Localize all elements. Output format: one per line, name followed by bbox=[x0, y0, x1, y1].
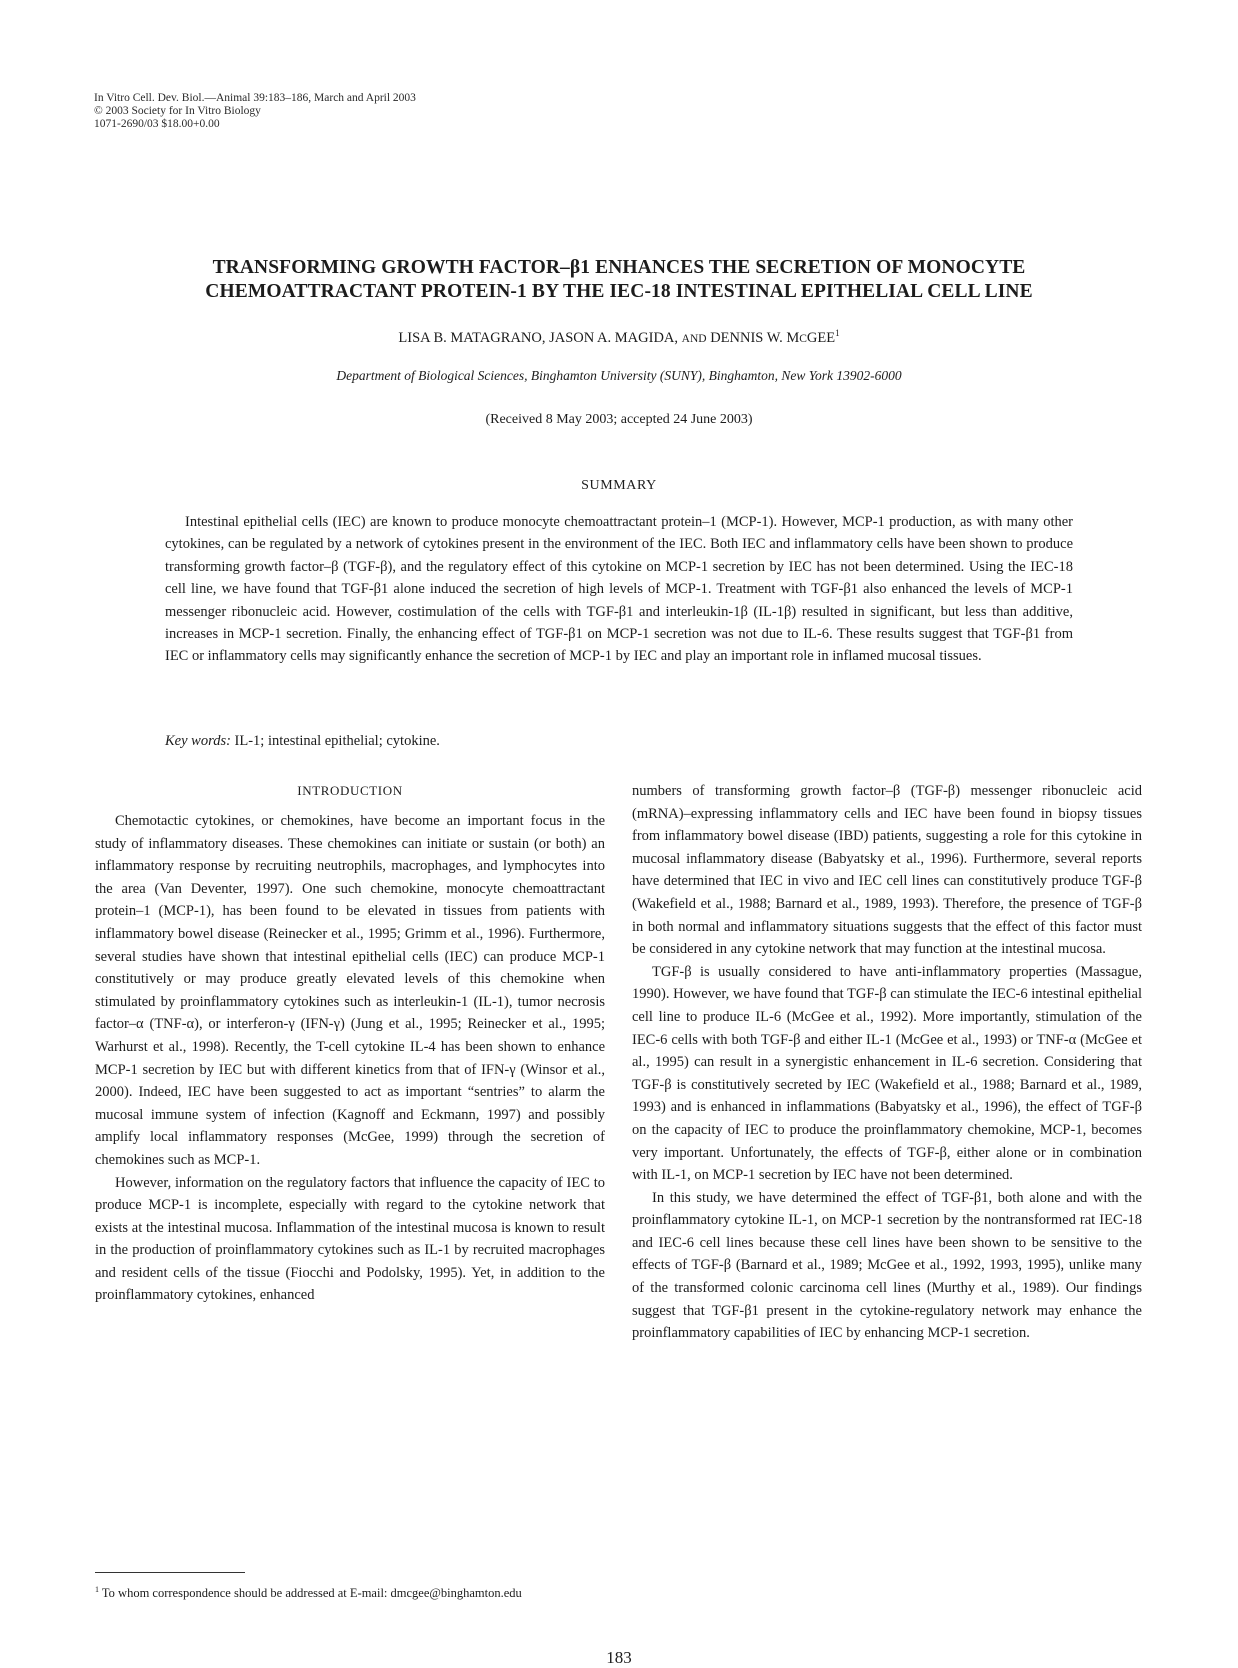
received-dates: (Received 8 May 2003; accepted 24 June 2003) bbox=[485, 412, 753, 427]
last-author-name: DENNIS W. M bbox=[710, 329, 800, 346]
affiliation: Department of Biological Sciences, Binghamton University (SUNY), Binghamton, New York 13902-6000 bbox=[336, 368, 902, 383]
keywords-text: IL-1; intestinal epithelial; cytokine. bbox=[230, 733, 440, 749]
journal-citation-header bbox=[94, 92, 416, 131]
right-column bbox=[632, 780, 1142, 1345]
body-paragraph: TGF-β is usually considered to have anti-inflammatory properties (Massague, 1990). However, we have found that TGF-β can stimulate the IEC-6 intestinal epithelial cell line to produce IL-6 (McGee et al., 1992). More importantly, stimulation of the IEC-6 cells with both TGF-β and either IL-1 (McGee et al., 1993) or TNF-α (McGee et al., 1995) can result in a synergistic enhancement in IL-6 secretion. Considering that TGF-β is constitutively secreted by IEC (Wakefield et al., 1988; Barnard et al., 1989, 1993) and is enhanced in inflammations (Babyatsky et al., 1996), the effect of TGF-β on the capacity of IEC to produce the proinflammatory chemokine, MCP-1, becomes very important. Unfortunately, the effects of TGF-β, either alone or in combination with IL-1, on MCP-1 secretion by IEC have not been determined. bbox=[632, 963, 1142, 1184]
article-title bbox=[140, 256, 1098, 304]
summary-heading: SUMMARY bbox=[581, 478, 657, 493]
footnote-mark: 1 bbox=[95, 1585, 99, 1594]
footnote-divider bbox=[95, 1572, 245, 1573]
body-paragraph: In this study, we have determined the effect of TGF-β1, both alone and with the proinflammatory cytokine IL-1, on MCP-1 secretion by the nontransformed rat IEC-18 and IEC-6 cell lines because these cell lines have been shown to be sensitive to the effects of TGF-β (Barnard et al., 1989; McGee et al., 1992, 1993, 1995), unlike many of the transformed colonic carcinoma cell lines (Murthy et al., 1989). Our findings suggest that TGF-β1 present in the cytokine-regulatory network may enhance the proinflammatory capabilities of IEC by enhancing MCP-1 secretion. bbox=[632, 1189, 1142, 1342]
author-list bbox=[140, 328, 1098, 347]
author-and: AND bbox=[681, 332, 707, 345]
issn-price-line: 1071-2690/03 $18.00+0.00 bbox=[94, 118, 220, 130]
summary-text: Intestinal epithelial cells (IEC) are known to produce monocyte chemoattractant protein–1 (MCP-1). However, MCP-1 production, as with many other cytokines, can be regulated by a network of cytokines present in the environment of the IEC. Both IEC and inflammatory cells have been shown to produce transforming growth factor–β (TGF-β), and the regulatory effect of this cytokine on MCP-1 secretion by IEC has not been determined. Using the IEC-18 cell line, we have found that TGF-β1 alone induced the secretion of high levels of MCP-1. Treatment with TGF-β1 also enhanced the levels of MCP-1 messenger ribonucleic acid. However, costimulation of the cells with TGF-β1 and interleukin-1β (IL-1β) resulted in significant, but less than additive, increases in MCP-1 secretion. Finally, the enhancing effect of TGF-β1 on MCP-1 secretion was not due to IL-6. These results suggest that TGF-β1 from IEC or inflammatory cells may significantly enhance the secretion of MCP-1 by IEC and play an important role in inflamed mucosal tissues. bbox=[165, 514, 1073, 665]
body-paragraph: Chemotactic cytokines, or chemokines, have become an important focus in the study of inflammatory diseases. These chemokines can initiate or sustain (or both) an inflammatory response by recruiting neutrophils, macrophages, and lymphocytes into the area (Van Deventer, 1997). One such chemokine, monocyte chemoattractant protein–1 (MCP-1), has been found to be elevated in tissues from patients with inflammatory bowel disease (Reinecker et al., 1995; Grimm et al., 1996). Furthermore, several studies have shown that intestinal epithelial cells (IEC) can produce MCP-1 constitutively or may produce greatly elevated levels of this chemokine when stimulated by proinflammatory cytokines such as interleukin-1 (IL-1), tumor necrosis factor–α (TNF-α), or interferon-γ (IFN-γ) (Jung et al., 1995; Reinecker et al., 1995; Warhurst et al., 1998). Recently, the T-cell cytokine IL-4 has been shown to enhance MCP-1 secretion by IEC but with different kinetics from that of IFN-γ (Winsor et al., 2000). Indeed, IEC have been suggested to act as important “sentries” to alarm the mucosal immune system of infection (Kagnoff and Eckmann, 1997) and possibly amplify local inflammatory responses (McGee, 1999) through the secretion of chemokines such as MCP-1. bbox=[95, 813, 605, 1168]
last-author-name-smallcap: C bbox=[799, 332, 807, 345]
journal-citation-line: In Vitro Cell. Dev. Biol.—Animal 39:183–186, March and April 2003 bbox=[94, 92, 416, 104]
author-names: LISA B. MATAGRANO, JASON A. MAGIDA, bbox=[398, 329, 679, 346]
introduction-heading: INTRODUCTION bbox=[297, 783, 403, 798]
copyright-line: © 2003 Society for In Vitro Biology bbox=[94, 105, 261, 117]
correspondence-footnote bbox=[95, 1581, 605, 1602]
body-paragraph: However, information on the regulatory factors that influence the capacity of IEC to produce MCP-1 is incomplete, especially with regard to the cytokine network that exists at the intestinal mucosa. Inflammation of the intestinal mucosa is known to result in the production of proinflammatory cytokines such as IL-1 by recruited macrophages and resident cells of the tissue (Fiocchi and Podolsky, 1995). Yet, in addition to the proinflammatory cytokines, enhanced bbox=[95, 1174, 605, 1304]
author-footnote-mark: 1 bbox=[835, 328, 840, 338]
keywords-label: Key words: bbox=[165, 733, 231, 749]
left-column bbox=[95, 780, 605, 1307]
page-number: 183 bbox=[606, 1648, 632, 1667]
footnote-text: To whom correspondence should be addressed at E-mail: dmcgee@binghamton.edu bbox=[99, 1586, 522, 1601]
body-paragraph: numbers of transforming growth factor–β (TGF-β) messenger ribonucleic acid (mRNA)–expressing inflammatory cells and IEC have been found in biopsy tissues from inflammatory bowel disease (IBD) patients, suggesting a role for this cytokine in mucosal inflammatory disease (Babyatsky et al., 1996). Furthermore, several reports have determined that IEC in vivo and IEC cell lines can constitutively produce TGF-β (Wakefield et al., 1988; Barnard et al., 1989, 1993). Therefore, the presence of TGF-β in both normal and inflammatory situations suggests that the effect of this factor must be considered in any cytokine network that may function at the intestinal mucosa. bbox=[632, 783, 1142, 958]
article-title-line-1: TRANSFORMING GROWTH FACTOR–β1 ENHANCES THE SECRETION OF MONOCYTE bbox=[212, 257, 1026, 278]
keywords bbox=[165, 733, 1073, 750]
article-title-line-2: CHEMOATTRACTANT PROTEIN-1 BY THE IEC-18 INTESTINAL EPITHELIAL CELL LINE bbox=[205, 281, 1033, 302]
last-author-name-rest: GEE bbox=[806, 329, 836, 346]
